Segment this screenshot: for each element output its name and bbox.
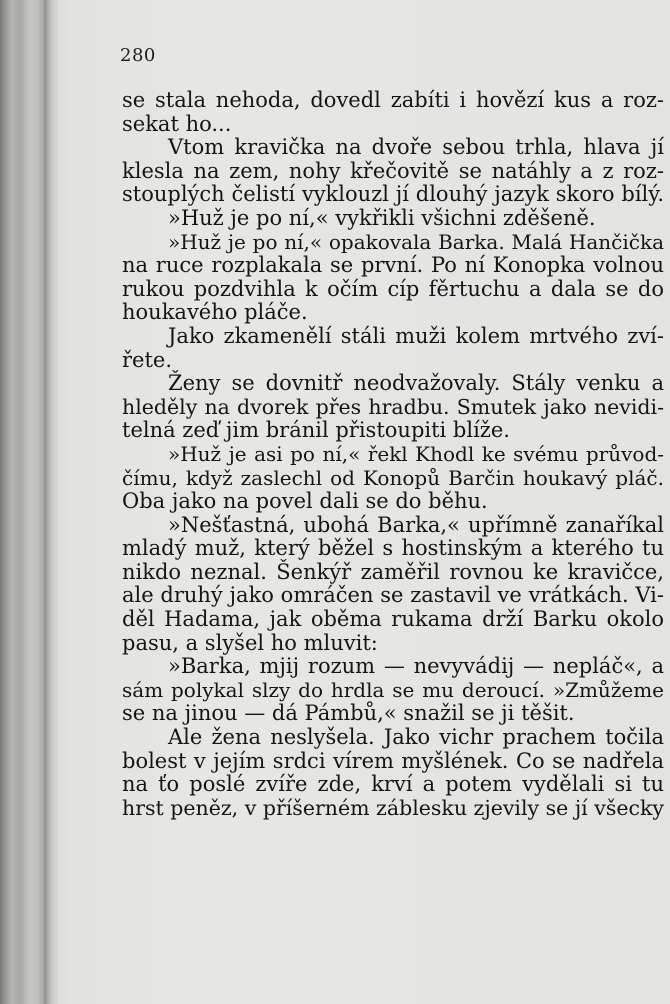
text-line: ale druhý jako omráčen se zastavil ve vrátkách. Vi- <box>122 583 664 608</box>
text-line: čímu, když zaslechl od Konopů Barčin houkavý pláč. <box>122 465 664 490</box>
text-line: klesla na zem, nohy křečovitě se natáhly a z roz- <box>122 158 664 183</box>
text-line: sekat ho... <box>122 111 232 136</box>
text-line: »Nešťastná, ubohá Barka,« upřímně zanaříkal <box>168 512 664 537</box>
text-line: »Huž je po ní,« vykřikli všichni zděšeně. <box>168 205 596 230</box>
text-line: stouplých čelistí vyklouzl jí dlouhý jazyk skoro bílý. <box>122 182 664 207</box>
text-line: na ťo poslé zvíře zde, krví a potem vydělali si tu <box>122 772 664 797</box>
text-line: se na jinou — dá Pámbů,« snažil se ji těšit. <box>122 701 575 726</box>
text-line: rukou pozdvihla k očím cíp fěrtuchu a dala se do <box>122 276 664 301</box>
text-line: telná zeď jim bránil přistoupiti blíže. <box>122 418 510 443</box>
text-line: sám polykal slzy do hrdla se mu deroucí. »Zmůžeme <box>122 677 664 702</box>
page-number: 280 <box>120 45 156 66</box>
text-line: řete. <box>122 347 173 372</box>
text-line: hrst peněz, v příšerném záblesku zjevily se jí všecky <box>122 795 664 820</box>
book-spine-gutter <box>0 0 58 1004</box>
text-line: bolest v jejím srdci vírem myšlének. Co se nadřela <box>122 748 664 773</box>
body-text <box>122 89 664 820</box>
text-line: Oba jako na povel dali se do běhu. <box>122 489 488 514</box>
text-line: nikdo neznal. Šenkýř zaměřil rovnou ke kravičce, <box>122 559 664 584</box>
text-line: se stala nehoda, dovedl zabíti i hovězí kus a roz- <box>122 88 664 112</box>
text-line: pasu, a slyšel ho mluvit: <box>122 630 378 655</box>
text-line: »Huž je asi po ní,« řekl Khodl ke svému průvod- <box>168 441 664 466</box>
text-line: Ale žena neslyšela. Jako vichr prachem točila <box>168 725 664 750</box>
text-line: na ruce rozplakala se první. Po ní Konopka volnou <box>122 253 664 278</box>
text-line: hleděly na dvorek přes hradbu. Smutek jako nevidi- <box>122 394 664 419</box>
text-line: »Huž je po ní,« opakovala Barka. Malá Hančička <box>168 229 664 254</box>
text-line: mladý muž, který běžel s hostinským a kterého tu <box>122 536 664 561</box>
text-line: děl Hadama, jak oběma rukama drží Barku okolo <box>122 607 664 632</box>
text-line: houkavého pláče. <box>122 300 308 325</box>
text-line: »Barka, mjij rozum — nevyvádij — nepláč«, a <box>168 654 664 679</box>
text-line: Ženy se dovnitř neodvažovaly. Stály venku a <box>168 371 664 396</box>
text-line: Vtom kravička na dvoře sebou trhla, hlava jí <box>168 135 664 160</box>
text-line: Jako zkamenělí stáli muži kolem mrtvého zví- <box>168 323 664 348</box>
